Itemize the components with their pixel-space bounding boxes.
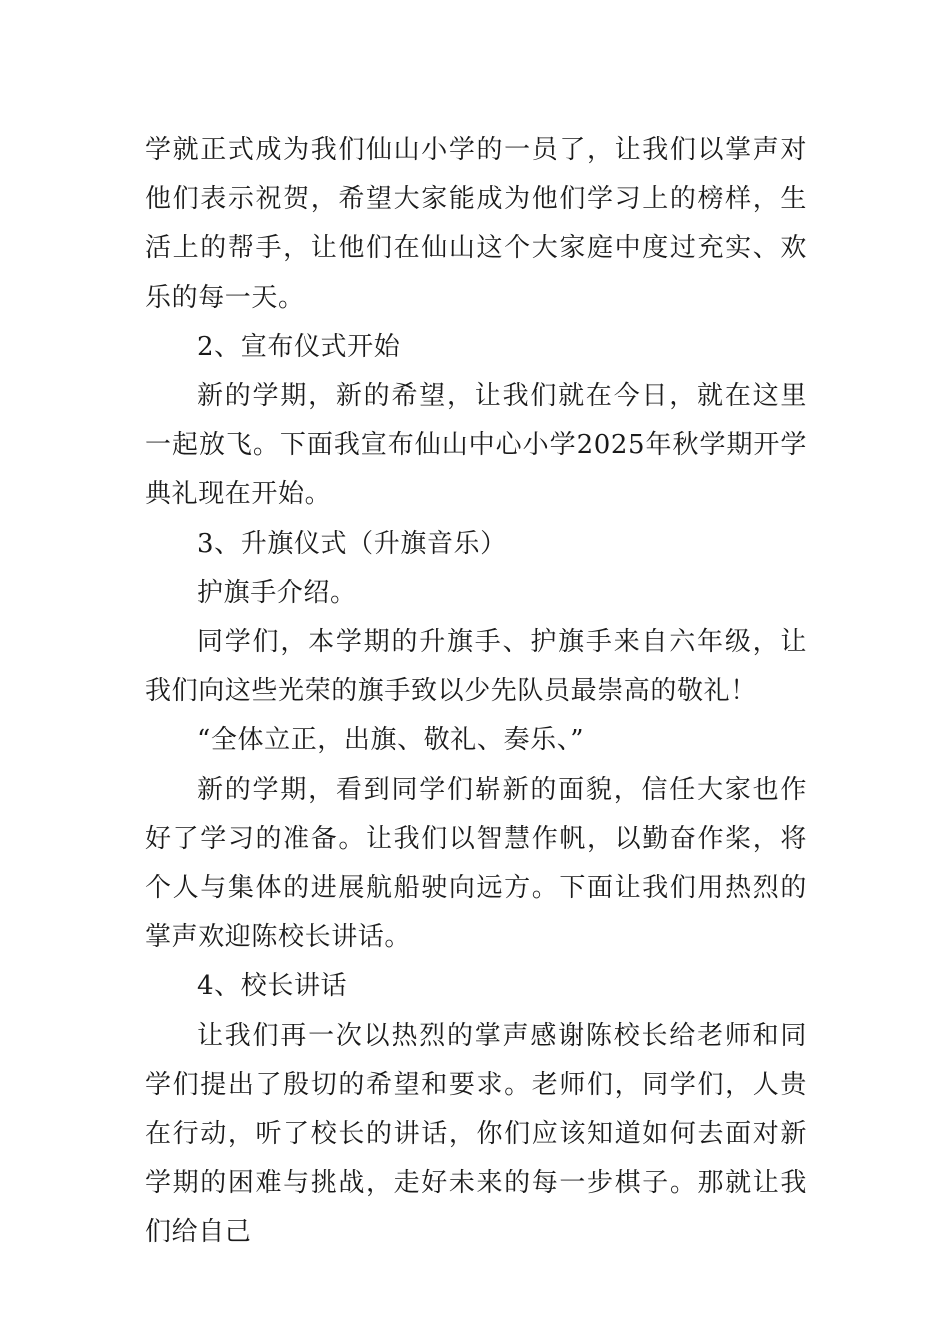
section-heading-3: 3、升旗仪式（升旗音乐） xyxy=(197,528,507,559)
paragraph-5: 护旗手介绍。 xyxy=(197,577,357,608)
paragraph-6: 同学们，本学期的升旗手、护旗手来自六年级，让我们向这些光荣的旗手致以少先队员最崇高的敬礼！ xyxy=(145,627,807,707)
document-body xyxy=(145,126,807,1258)
paragraph-1: 学就正式成为我们仙山小学的一员了，让我们以掌声对他们表示祝贺，希望大家能成为他们学习上的榜样，生活上的帮手，让他们在仙山这个大家庭中度过充实、欢乐的每一天。 xyxy=(145,135,807,313)
paragraph-3: 新的学期，新的希望，让我们就在今日，就在这里一起放飞。下面我宣布仙山中心小学2025年秋学期开学典礼现在开始。 xyxy=(145,381,807,510)
section-heading-2: 2、宣布仪式开始 xyxy=(197,331,401,362)
paragraph-10: 让我们再一次以热烈的掌声感谢陈校长给老师和同学们提出了殷切的希望和要求。老师们，同学们，人贵在行动，听了校长的讲话，你们应该知道如何去面对新学期的困难与挑战，走好未来的每一步棋子。那就让我们给自己 xyxy=(145,1020,807,1248)
section-heading-4: 4、校长讲话 xyxy=(197,971,348,1002)
paragraph-7: “全体立正，出旗、敬礼、奏乐、” xyxy=(197,725,585,756)
paragraph-8: 新的学期，看到同学们崭新的面貌，信任大家也作好了学习的准备。让我们以智慧作帆，以勤奋作桨，将个人与集体的进展航船驶向远方。下面让我们用热烈的掌声欢迎陈校长讲话。 xyxy=(145,774,807,953)
